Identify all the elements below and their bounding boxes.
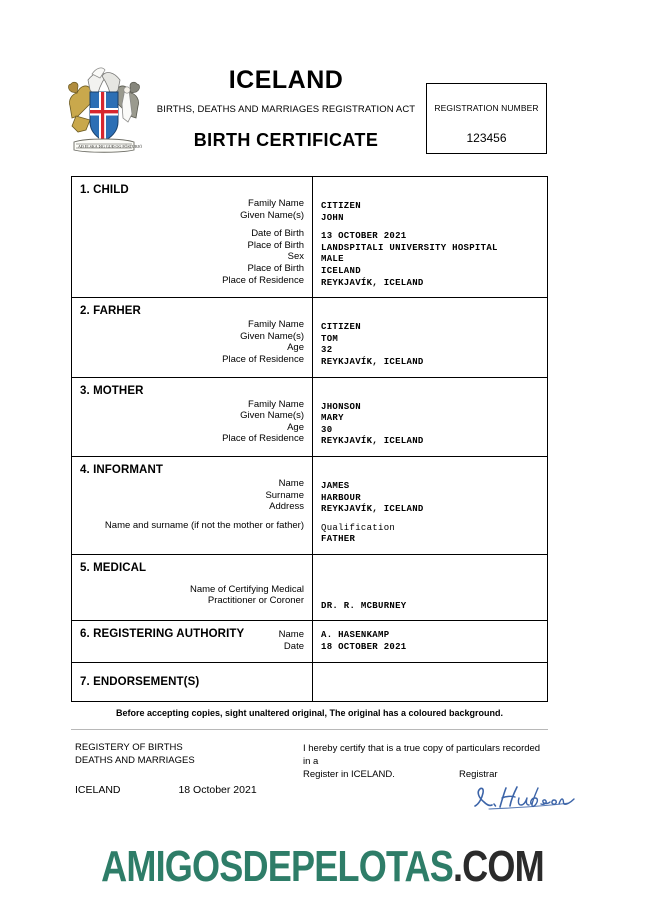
value-age: 32: [321, 345, 333, 356]
section-informant: [72, 457, 547, 555]
section-mother-heading: 3. MOTHER: [80, 384, 144, 397]
label-place-of-residence: Place of Residence: [222, 274, 304, 286]
section-child: [72, 177, 547, 298]
section-informant-values: [313, 457, 547, 554]
label-date-of-birth: Date of Birth: [251, 228, 304, 240]
section-informant-labels: [72, 457, 313, 554]
section-father-heading: 2. FARHER: [80, 305, 141, 318]
section-medical: [72, 555, 547, 622]
label-name: Name: [278, 629, 304, 641]
value-date: 18 OCTOBER 2021: [321, 642, 407, 653]
footer-country: ICELAND: [75, 784, 121, 796]
value-place-of-residence: REYKJAVÍK, ICELAND: [321, 277, 424, 288]
section-registering-authority: [72, 621, 547, 662]
value-family-name: CITIZEN: [321, 201, 361, 211]
label-place-of-residence: Place of Residence: [222, 353, 304, 365]
value-place-of-birth-country: ICELAND: [321, 265, 361, 276]
spacer: [321, 516, 541, 523]
section-child-labels: [72, 177, 313, 297]
section-mother-labels: [72, 378, 313, 456]
section-child-values: [313, 177, 547, 297]
certificate-title: BIRTH CERTIFICATE: [193, 130, 379, 150]
label-address: Address: [269, 501, 304, 513]
spacer: [321, 224, 541, 231]
value-date-of-birth: 13 OCTOBER 2021: [321, 231, 407, 242]
section-father: [72, 298, 547, 377]
value-place-of-birth: LANDSPITALI UNIVERSITY HOSPITAL: [321, 242, 498, 253]
certificate-header: [66, 55, 556, 170]
section-mother-values: [313, 378, 547, 456]
value-address: REYKJAVÍK, ICELAND: [321, 504, 424, 515]
section-father-values: [313, 298, 547, 376]
label-given-names: Given Name(s): [240, 209, 304, 221]
certification-statement: [303, 742, 548, 781]
country-title: ICELAND: [228, 66, 344, 94]
label-age: Age: [287, 342, 304, 354]
label-name: Name: [278, 477, 304, 489]
value-given-names: JOHN: [321, 212, 344, 223]
copy-notice: Before accepting copies, sight unaltered original, The original has a coloured background.: [115, 708, 504, 718]
value-given-names: TOM: [321, 333, 339, 344]
registry-line-1: REGISTERY OF BIRTHS: [75, 742, 183, 753]
section-child-heading: 1. CHILD: [80, 184, 129, 196]
watermark-secondary: .COM: [452, 842, 544, 891]
section-informant-heading: 4. INFORMANT: [80, 463, 163, 476]
iceland-coat-of-arms-icon: [66, 60, 142, 160]
registrar-label: Registrar: [459, 769, 498, 780]
value-family-name: JHONSON: [321, 401, 361, 412]
spacer: [80, 513, 304, 520]
registrar-signature: [469, 782, 579, 814]
registry-line-2: DEATHS AND MARRIAGES: [75, 754, 195, 766]
value-given-names: MARY: [321, 413, 344, 424]
registry-office-block: [75, 742, 195, 767]
section-medical-values: [313, 555, 547, 621]
certificate-footer: [71, 738, 561, 823]
value-qualification: FATHER: [321, 534, 356, 545]
registration-number-box: [426, 83, 547, 154]
label-date: Date: [283, 641, 304, 653]
value-place-of-residence: REYKJAVÍK, ICELAND: [321, 436, 424, 447]
label-name-and-surname: Name and surname (if not the mother or father): [104, 519, 304, 531]
label-place-of-residence: Place of Residence: [222, 433, 304, 445]
watermark: [58, 842, 587, 892]
label-qualification: Qualification: [321, 522, 396, 533]
label-age: Age: [287, 421, 304, 433]
label-sex: Sex: [287, 251, 304, 263]
value-practitioner: DR. R. MCBURNEY: [321, 600, 407, 611]
value-place-of-residence: REYKJAVÍK, ICELAND: [321, 356, 424, 367]
label-place-of-birth: Place of Birth: [247, 239, 304, 251]
section-medical-heading: 5. MEDICAL: [80, 561, 147, 574]
label-place-of-birth-country: Place of Birth: [247, 262, 304, 274]
label-given-names: Given Name(s): [240, 410, 304, 422]
value-name: A. HASENKAMP: [321, 630, 390, 641]
label-family-name: Family Name: [248, 319, 304, 331]
certify-line-2: Register in ICELAND.: [303, 769, 395, 780]
label-practitioner-line1: Name of Certifying Medical: [189, 583, 304, 595]
registration-number-label: REGISTRATION NUMBER: [434, 103, 539, 113]
label-surname: Surname: [265, 489, 304, 501]
spacer: [80, 221, 304, 228]
value-surname: HARBOUR: [321, 492, 361, 503]
registration-number-value: 123456: [466, 131, 507, 145]
value-name: JAMES: [321, 480, 350, 491]
footer-date: 18 October 2021: [178, 784, 257, 796]
section-endorsements-labels: [72, 663, 313, 701]
value-family-name: CITIZEN: [321, 322, 361, 333]
certificate-table: [71, 176, 548, 702]
section-endorsements-heading: 7. ENDORSEMENT(S): [80, 675, 200, 688]
footer-divider: [71, 729, 548, 730]
section-endorsements-values: [313, 663, 547, 701]
label-family-name: Family Name: [248, 198, 304, 209]
value-age: 30: [321, 424, 333, 435]
footer-country-date: [75, 784, 257, 796]
certify-line-1: I hereby certify that is a true copy of particulars recorded in a: [303, 743, 541, 767]
section-endorsements: [72, 663, 547, 701]
label-practitioner-line2: Practitioner or Coroner: [207, 595, 304, 607]
section-registering-authority-values: [313, 621, 547, 661]
section-medical-labels: [72, 555, 313, 621]
section-father-labels: [72, 298, 313, 376]
label-given-names: Given Name(s): [240, 330, 304, 342]
section-registering-authority-labels: [72, 621, 313, 661]
section-registering-authority-heading: 6. REGISTERING AUTHORITY: [80, 628, 245, 641]
section-mother: [72, 378, 547, 457]
watermark-primary: AMIGOSDEPELOTAS: [101, 842, 453, 891]
act-subtitle: BIRTHS, DEATHS AND MARRIAGES REGISTRATION ACT: [156, 104, 416, 115]
title-block: [156, 55, 416, 151]
label-family-name: Family Name: [248, 398, 304, 410]
svg-text:AÐ ELSKA ÞIG GUÐ OG FÓSTURJÖRÐ: AÐ ELSKA ÞIG GUÐ OG FÓSTURJÖRÐ: [78, 144, 142, 149]
value-sex: MALE: [321, 254, 344, 265]
